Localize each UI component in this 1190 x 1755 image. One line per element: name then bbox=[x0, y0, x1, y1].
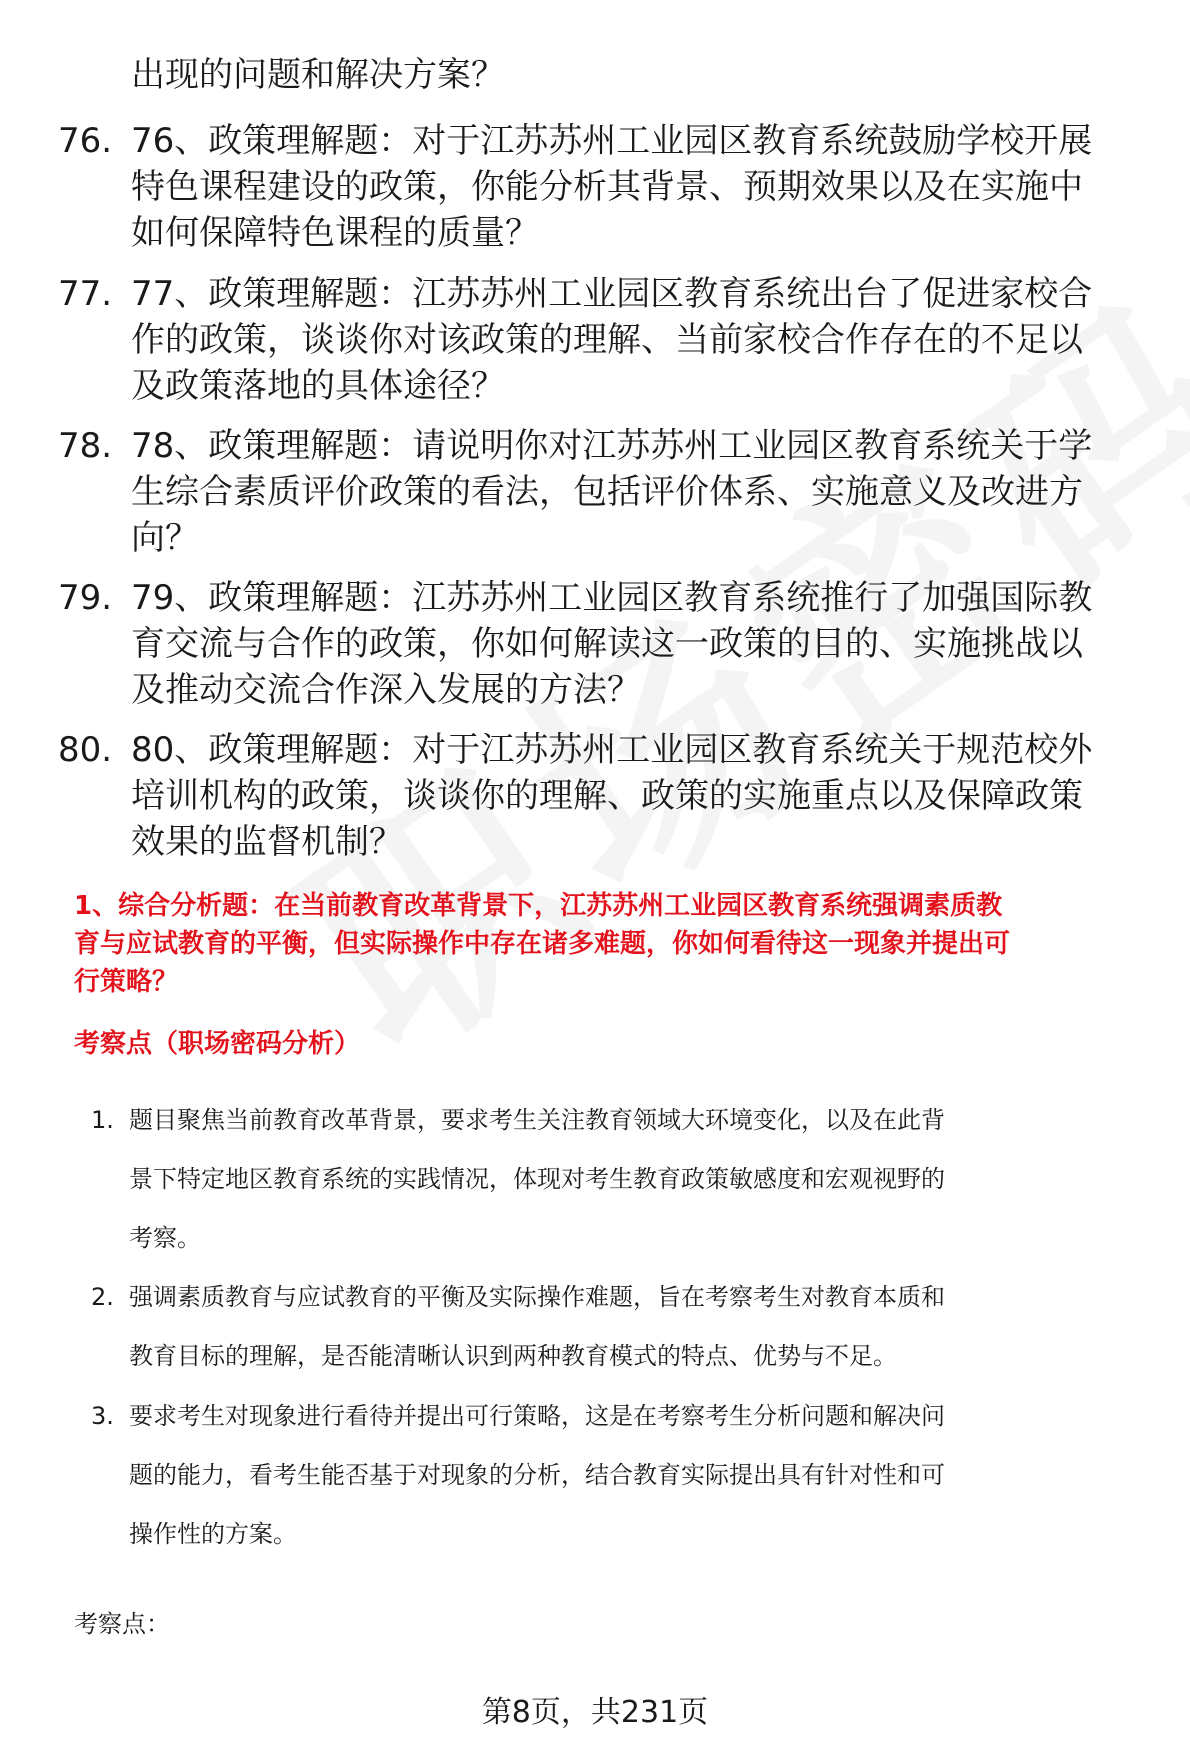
exam-point-line: 强调素质教育与应试教育的平衡及实际操作难题，旨在考察考生对教育本质和 bbox=[129, 1283, 945, 1311]
question-number: 78. bbox=[58, 426, 113, 466]
exam-point-number: 2. bbox=[91, 1283, 114, 1311]
analysis-question-line: 育与应试教育的平衡，但实际操作中存在诸多难题，你如何看待这一现象并提出可 bbox=[74, 929, 1011, 959]
exam-point-line: 要求考生对现象进行看待并提出可行策略，这是在考察考生分析问题和解决问 bbox=[129, 1402, 945, 1430]
exam-point-line: 考察。 bbox=[129, 1224, 201, 1252]
question-line: 78、政策理解题：请说明你对江苏苏州工业园区教育系统关于学 bbox=[131, 426, 1093, 466]
question-line: 育交流与合作的政策，你如何解读这一政策的目的、实施挑战以 bbox=[131, 624, 1083, 664]
question-line: 特色课程建设的政策，你能分析其背景、预期效果以及在实施中 bbox=[131, 167, 1083, 207]
exam-point-line: 题目聚焦当前教育改革背景，要求考生关注教育领域大环境变化，以及在此背 bbox=[129, 1106, 945, 1134]
exam-point-line: 操作性的方案。 bbox=[129, 1520, 297, 1548]
exam-point-number: 1. bbox=[91, 1106, 114, 1134]
analysis-question-line: 行策略？ bbox=[74, 967, 179, 997]
question-line: 向？ bbox=[131, 518, 199, 558]
question-line: 76、政策理解题：对于江苏苏州工业园区教育系统鼓励学校开展 bbox=[131, 121, 1093, 161]
question-number: 80. bbox=[58, 730, 113, 770]
question-continuation: 出现的问题和解决方案？ bbox=[131, 55, 505, 95]
exam-points-heading: 考察点（职场密码分析） bbox=[74, 1029, 361, 1059]
page-footer: 第8页，共231页 bbox=[481, 1695, 709, 1730]
exam-points-label: 考察点： bbox=[74, 1610, 170, 1638]
analysis-question-line: 1、综合分析题：在当前教育改革背景下，江苏苏州工业园区教育系统强调素质教 bbox=[74, 891, 1003, 921]
analysis-question bbox=[74, 887, 1164, 1001]
question-line: 如何保障特色课程的质量？ bbox=[131, 213, 539, 253]
question-line: 作的政策，谈谈你对该政策的理解、当前家校合作存在的不足以 bbox=[131, 320, 1083, 360]
question-line: 效果的监督机制？ bbox=[131, 822, 403, 862]
question-line: 79、政策理解题：江苏苏州工业园区教育系统推行了加强国际教 bbox=[131, 578, 1093, 618]
question-number: 76. bbox=[58, 121, 113, 161]
question-line: 及推动交流合作深入发展的方法？ bbox=[131, 670, 641, 710]
question-line: 培训机构的政策，谈谈你的理解、政策的实施重点以及保障政策 bbox=[131, 776, 1083, 816]
question-number: 79. bbox=[58, 578, 113, 618]
exam-point-line: 教育目标的理解，是否能清晰认识到两种教育模式的特点、优势与不足。 bbox=[129, 1342, 897, 1370]
question-line: 生综合素质评价政策的看法，包括评价体系、实施意义及改进方 bbox=[131, 472, 1083, 512]
question-line: 80、政策理解题：对于江苏苏州工业园区教育系统关于规范校外 bbox=[131, 730, 1093, 770]
question-line: 77、政策理解题：江苏苏州工业园区教育系统出台了促进家校合 bbox=[131, 274, 1093, 314]
exam-point-number: 3. bbox=[91, 1402, 114, 1430]
question-line: 及政策落地的具体途径？ bbox=[131, 366, 505, 406]
question-number: 77. bbox=[58, 274, 113, 314]
exam-point-line: 景下特定地区教育系统的实践情况，体现对考生教育政策敏感度和宏观视野的 bbox=[129, 1165, 945, 1193]
exam-point-line: 题的能力，看考生能否基于对现象的分析，结合教育实际提出具有针对性和可 bbox=[129, 1461, 945, 1489]
